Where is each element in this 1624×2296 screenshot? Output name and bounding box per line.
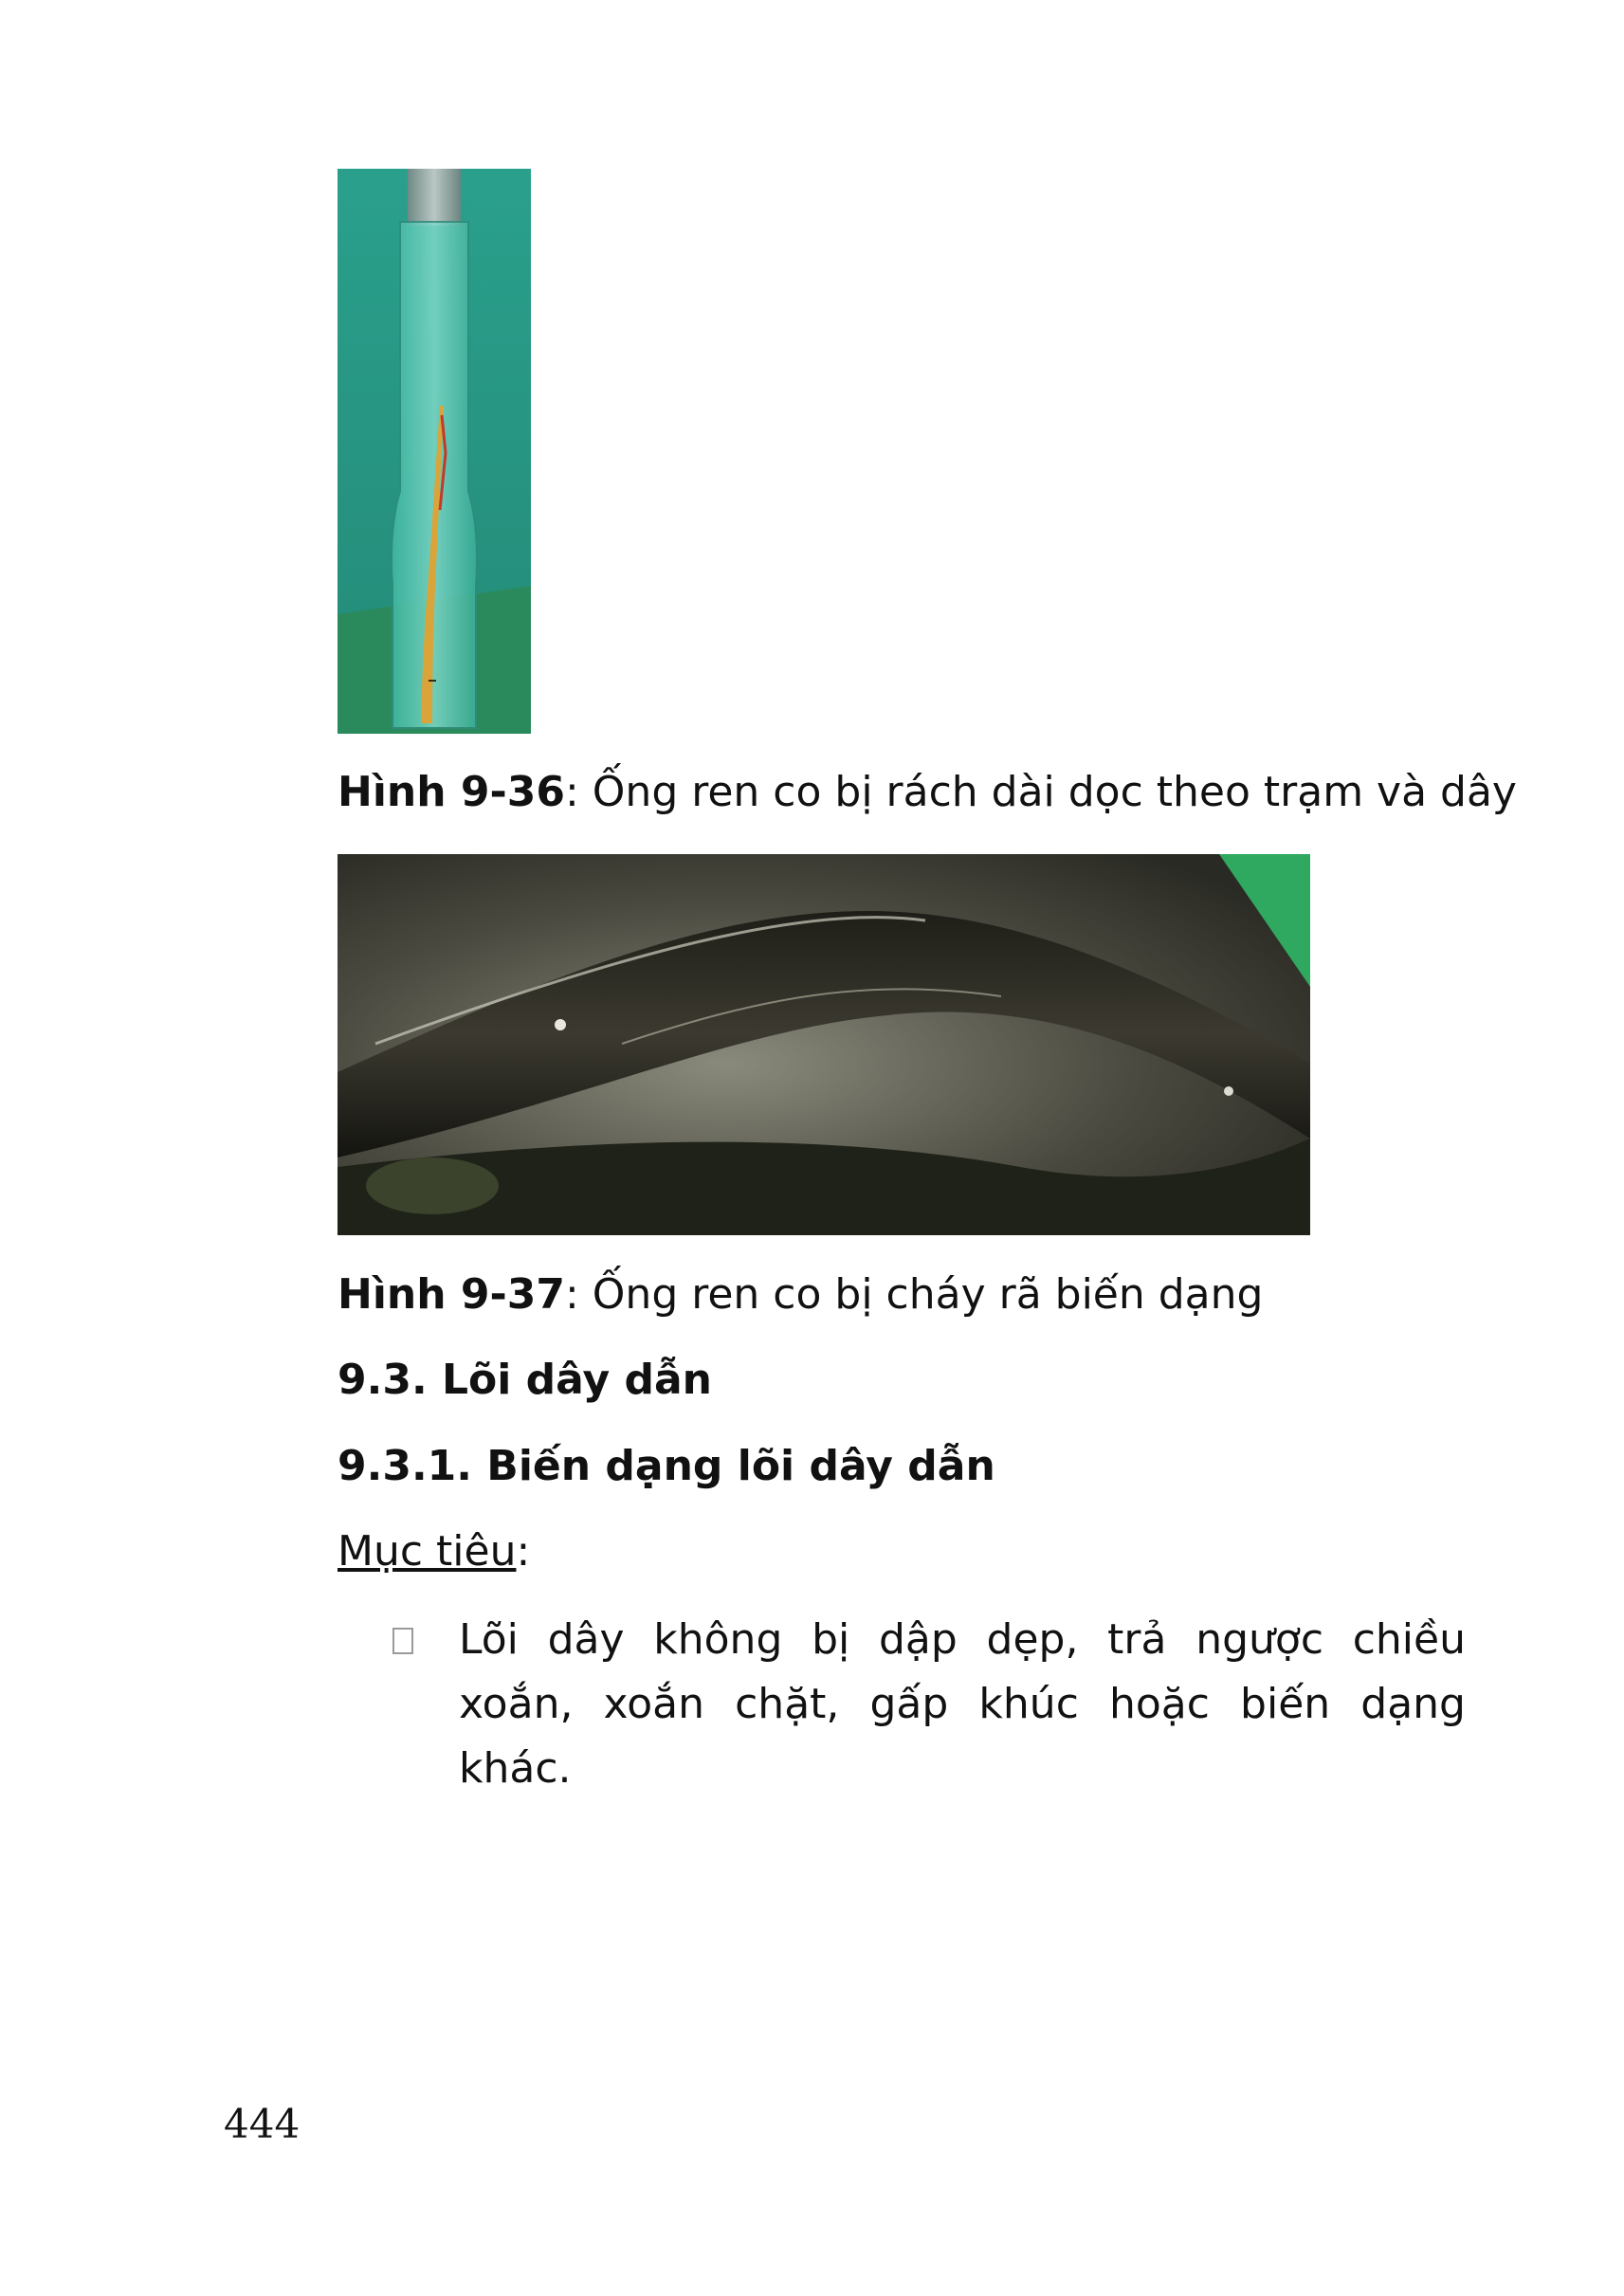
- goal-colon: :: [516, 1527, 531, 1576]
- figure-9-36-caption: [338, 768, 1517, 818]
- figure-caption-text: : Ống ren co bị cháy rã biến dạng: [564, 1270, 1264, 1319]
- burned-sleeve-photo: [338, 854, 1310, 1235]
- bullet-box-icon: [392, 1628, 413, 1654]
- figure-label: Hình 9-37: [338, 1270, 565, 1319]
- figure-caption-text: : Ống ren co bị rách dài dọc theo trạm và dây: [564, 768, 1517, 816]
- figure-9-37-caption: [338, 1270, 1263, 1321]
- goal-label-text: Mục tiêu: [338, 1527, 517, 1576]
- section-heading: 9.3. Lõi dây dẫn: [338, 1356, 712, 1404]
- bullet-item: Lõi dây không bị dập dẹp, trả ngược chiều xoắn, xoắn chặt, gấp khúc hoặc biến dạng khác.: [459, 1615, 1466, 1793]
- goal-label: [338, 1527, 530, 1576]
- subsection-heading: 9.3.1. Biến dạng lõi dây dẫn: [338, 1442, 995, 1490]
- page-number: 444: [224, 2101, 301, 2147]
- sleeve-tear-illustration: [338, 169, 531, 734]
- figure-label: Hình 9-36: [338, 768, 565, 816]
- figure-9-36-image: [338, 169, 531, 734]
- figure-9-37-image: [338, 854, 1310, 1235]
